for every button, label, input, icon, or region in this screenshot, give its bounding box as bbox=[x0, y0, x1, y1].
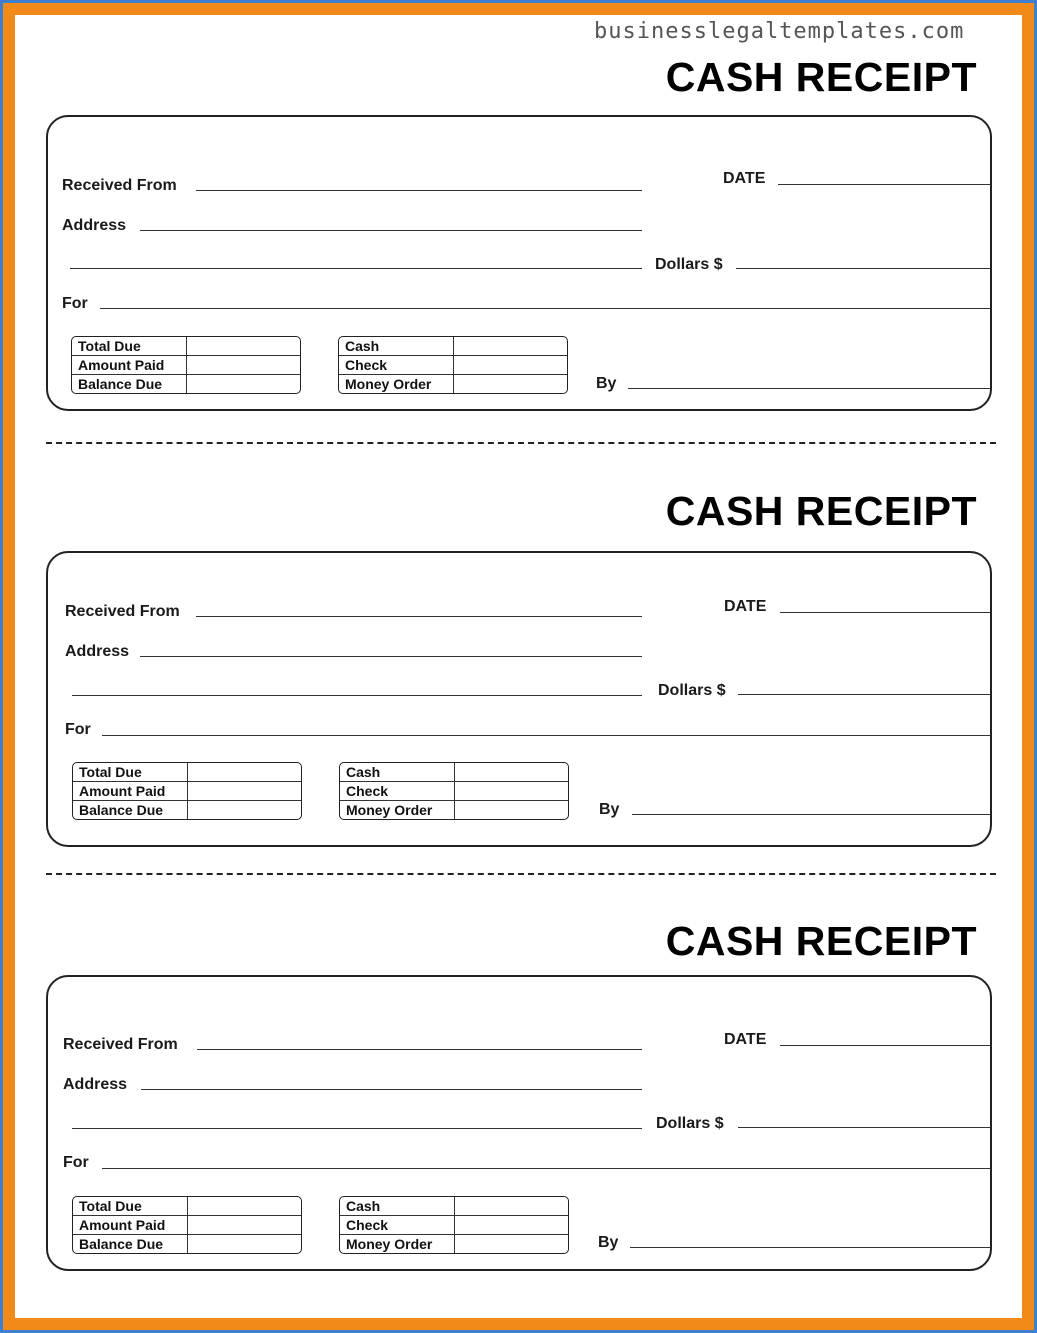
received-from-label: Received From bbox=[65, 603, 180, 620]
totals-table bbox=[71, 336, 301, 394]
receipt-2-title: CASH RECEIPT bbox=[665, 488, 977, 534]
receipt-1-title: CASH RECEIPT bbox=[665, 54, 977, 100]
address-label: Address bbox=[63, 1076, 128, 1093]
cut-line-1 bbox=[46, 442, 996, 444]
check-label: Check bbox=[345, 357, 388, 373]
money-order-field[interactable] bbox=[453, 375, 568, 394]
amount-paid-label: Amount Paid bbox=[79, 783, 166, 799]
address-field-2[interactable] bbox=[72, 1128, 642, 1129]
total-due-label: Total Due bbox=[78, 338, 141, 354]
date-label: DATE bbox=[724, 1031, 767, 1048]
cash-label: Cash bbox=[346, 764, 381, 780]
by-signature-field[interactable] bbox=[632, 814, 990, 815]
total-due-field[interactable] bbox=[186, 337, 301, 355]
total-due-field[interactable] bbox=[187, 763, 302, 781]
cut-line-2 bbox=[46, 873, 996, 875]
received-from-field[interactable] bbox=[196, 190, 642, 191]
money-order-label: Money Order bbox=[346, 1236, 433, 1252]
address-field[interactable] bbox=[140, 656, 642, 657]
received-from-label: Received From bbox=[62, 177, 177, 194]
for-label: For bbox=[63, 1154, 89, 1171]
date-label: DATE bbox=[723, 170, 766, 187]
date-field[interactable] bbox=[780, 612, 990, 613]
total-due-label: Total Due bbox=[79, 764, 142, 780]
balance-due-field[interactable] bbox=[186, 375, 301, 394]
check-field[interactable] bbox=[454, 1216, 569, 1234]
amount-paid-field[interactable] bbox=[187, 1216, 302, 1234]
dollars-field[interactable] bbox=[736, 268, 990, 269]
balance-due-label: Balance Due bbox=[79, 1236, 164, 1252]
balance-due-label: Balance Due bbox=[78, 376, 163, 392]
receipt-3-card bbox=[46, 975, 992, 1271]
for-label: For bbox=[65, 721, 91, 738]
total-due-label: Total Due bbox=[79, 1198, 142, 1214]
amount-paid-field[interactable] bbox=[187, 782, 302, 800]
by-label: By bbox=[598, 1234, 619, 1251]
address-field-2[interactable] bbox=[72, 695, 642, 696]
receipt-3-title: CASH RECEIPT bbox=[665, 918, 977, 964]
payment-method-table bbox=[338, 336, 568, 394]
for-field[interactable] bbox=[100, 308, 990, 309]
cash-label: Cash bbox=[346, 1198, 381, 1214]
money-order-label: Money Order bbox=[346, 802, 433, 818]
by-label: By bbox=[599, 801, 620, 818]
payment-method-table bbox=[339, 1196, 569, 1254]
dollars-label: Dollars $ bbox=[658, 682, 726, 699]
cash-field[interactable] bbox=[454, 1197, 569, 1215]
dollars-field[interactable] bbox=[738, 694, 990, 695]
balance-due-field[interactable] bbox=[187, 1235, 302, 1254]
by-signature-field[interactable] bbox=[628, 388, 990, 389]
check-field[interactable] bbox=[454, 782, 569, 800]
cash-label: Cash bbox=[345, 338, 380, 354]
site-watermark: businesslegaltemplates.com bbox=[594, 19, 965, 44]
cash-field[interactable] bbox=[454, 763, 569, 781]
receipt-2-card bbox=[46, 551, 992, 847]
dollars-field[interactable] bbox=[738, 1127, 990, 1128]
dollars-label: Dollars $ bbox=[656, 1115, 724, 1132]
totals-table bbox=[72, 1196, 302, 1254]
money-order-field[interactable] bbox=[454, 801, 569, 820]
address-field[interactable] bbox=[141, 1089, 642, 1090]
received-from-field[interactable] bbox=[197, 1049, 642, 1050]
date-label: DATE bbox=[724, 598, 767, 615]
address-label: Address bbox=[62, 217, 127, 234]
check-label: Check bbox=[346, 1217, 389, 1233]
money-order-label: Money Order bbox=[345, 376, 432, 392]
money-order-field[interactable] bbox=[454, 1235, 569, 1254]
check-field[interactable] bbox=[453, 356, 568, 374]
amount-paid-field[interactable] bbox=[186, 356, 301, 374]
received-from-label: Received From bbox=[63, 1036, 178, 1053]
address-field[interactable] bbox=[140, 230, 642, 231]
balance-due-label: Balance Due bbox=[79, 802, 164, 818]
by-label: By bbox=[596, 375, 617, 392]
dollars-label: Dollars $ bbox=[655, 256, 723, 273]
address-label: Address bbox=[65, 643, 130, 660]
date-field[interactable] bbox=[778, 184, 990, 185]
for-field[interactable] bbox=[102, 735, 990, 736]
totals-table bbox=[72, 762, 302, 820]
address-field-2[interactable] bbox=[70, 268, 642, 269]
total-due-field[interactable] bbox=[187, 1197, 302, 1215]
for-label: For bbox=[62, 295, 88, 312]
cash-field[interactable] bbox=[453, 337, 568, 355]
date-field[interactable] bbox=[780, 1045, 990, 1046]
check-label: Check bbox=[346, 783, 389, 799]
amount-paid-label: Amount Paid bbox=[79, 1217, 166, 1233]
payment-method-table bbox=[339, 762, 569, 820]
balance-due-field[interactable] bbox=[187, 801, 302, 820]
receipt-1-card bbox=[46, 115, 992, 411]
received-from-field[interactable] bbox=[196, 616, 642, 617]
for-field[interactable] bbox=[102, 1168, 990, 1169]
by-signature-field[interactable] bbox=[630, 1247, 990, 1248]
amount-paid-label: Amount Paid bbox=[78, 357, 165, 373]
